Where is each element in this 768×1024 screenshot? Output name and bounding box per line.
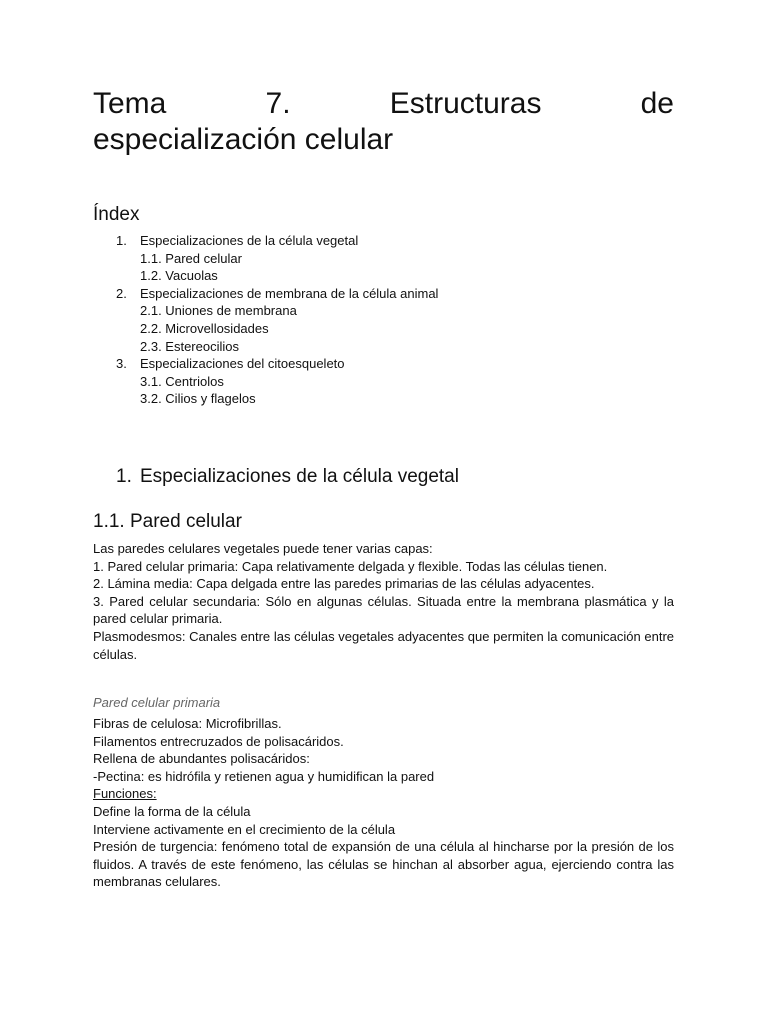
- toc-item-label: Especializaciones de la célula vegetal: [140, 233, 359, 248]
- section-title: Especializaciones de la célula vegetal: [140, 466, 459, 487]
- paragraph: Presión de turgencia: fenómeno total de expansión de una célula al hincharse por la presión de los fluidos. A través de este fenómeno, las células se hinchan al absorber agua, ejerciendo contra las membranas celulares.: [93, 839, 674, 890]
- paragraph: Fibras de celulosa: Microfibrillas.: [93, 716, 282, 731]
- table-of-contents: [93, 232, 653, 408]
- toc-subitem: 1.1. Pared celular: [140, 250, 242, 266]
- subsubsection-heading: Pared celular primaria: [93, 695, 221, 710]
- subsection-heading: 1.1. Pared celular: [93, 511, 242, 532]
- section-heading: [116, 465, 459, 489]
- paragraph: Las paredes celulares vegetales puede tener varias capas:: [93, 541, 433, 556]
- paragraph: Filamentos entrecruzados de polisacáridos.: [93, 733, 344, 749]
- paragraph: 2. Lámina media: Capa delgada entre las paredes primarias de las células adyacentes.: [93, 576, 595, 592]
- toc-subitem: 3.2. Cilios y flagelos: [140, 391, 256, 407]
- title-line-2: especialización celular: [93, 123, 394, 156]
- section-body: [93, 540, 674, 663]
- section-number: 1.: [116, 466, 132, 487]
- toc-item: [93, 285, 653, 303]
- title-word: Tema: [93, 87, 167, 120]
- subsection-body: [93, 715, 674, 891]
- toc-item-number: 1.: [116, 233, 127, 248]
- toc-item-label: Especializaciones de membrana de la célula animal: [140, 285, 439, 301]
- toc-subitem: 2.2. Microvellosidades: [140, 320, 269, 336]
- toc-subitem: 3.1. Centriolos: [140, 373, 224, 389]
- toc-item-number: 3.: [116, 356, 127, 372]
- toc-subitem: 2.1. Uniones de membrana: [140, 303, 297, 319]
- toc-subitem: 2.3. Estereocilios: [140, 338, 239, 354]
- paragraph: 1. Pared celular primaria: Capa relativamente delgada y flexible. Todas las células tienen.: [93, 558, 608, 574]
- paragraph: Plasmodesmos: Canales entre las células vegetales adyacentes que permiten la comunicación entre células.: [93, 628, 674, 662]
- index-heading: Índex: [93, 204, 140, 225]
- funciones-label: Funciones:: [93, 786, 157, 802]
- paragraph: Rellena de abundantes polisacáridos:: [93, 751, 310, 767]
- paragraph: Define la forma de la célula: [93, 803, 251, 819]
- title-word: Estructuras: [389, 87, 542, 120]
- paragraph: Interviene activamente en el crecimiento de la célula: [93, 821, 396, 837]
- toc-item: [93, 355, 653, 373]
- title-word: de: [640, 87, 674, 120]
- paragraph: -Pectina: es hidrófila y retienen agua y humidifican la pared: [93, 768, 435, 784]
- paragraph: 3. Pared celular secundaria: Sólo en algunas células. Situada entre la membrana plasmática y la pared celular primaria.: [93, 593, 674, 627]
- title-line-1: [93, 86, 674, 122]
- title-word: 7.: [265, 87, 291, 120]
- toc-subitem: 1.2. Vacuolas: [140, 268, 218, 284]
- toc-item: [93, 232, 653, 250]
- toc-item-label: Especializaciones del citoesqueleto: [140, 356, 345, 372]
- document-title: [93, 86, 674, 158]
- toc-item-number: 2.: [116, 285, 127, 301]
